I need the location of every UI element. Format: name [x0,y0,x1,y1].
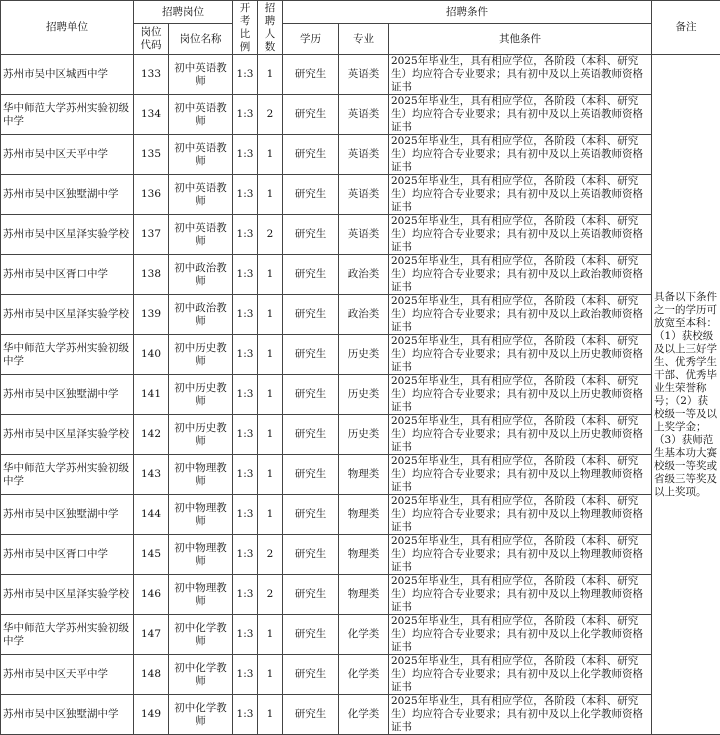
table-row [1,415,720,455]
row-position-name: 初中化学教师 [169,695,233,735]
row-ratio: 1:3 [233,495,258,535]
row-major: 政治类 [339,295,389,335]
row-ratio: 1:3 [233,95,258,135]
row-education: 研究生 [283,655,339,695]
note-cell: 具备以下条件之一的学历可放宽至本科：（1）获校级及以上三好学生、优秀学生干部、优秀毕业生荣誉称号；（2）获校级一等及以上奖学金；（3）获师范生基本功大赛校级一等奖或省级三等奖及以上奖项。 [652,55,720,735]
row-education: 研究生 [283,95,339,135]
row-ratio: 1:3 [233,575,258,615]
row-count: 1 [258,615,283,655]
row-major: 历史类 [339,375,389,415]
row-code: 148 [134,655,169,695]
row-position-name: 初中英语教师 [169,175,233,215]
row-education: 研究生 [283,495,339,535]
row-count: 1 [258,335,283,375]
table-row [1,695,720,735]
header-position: 招聘岗位 [134,1,233,24]
row-education: 研究生 [283,535,339,575]
row-position-name: 初中物理教师 [169,575,233,615]
row-education: 研究生 [283,415,339,455]
row-code: 144 [134,495,169,535]
row-major: 物理类 [339,455,389,495]
row-unit: 苏州市吴中区星泽实验学校 [1,575,134,615]
row-ratio: 1:3 [233,415,258,455]
row-position-name: 初中政治教师 [169,295,233,335]
table-row [1,615,720,655]
row-major: 英语类 [339,95,389,135]
row-other-conditions: 2025年毕业生，具有相应学位，各阶段（本科、研究生）均应符合专业要求；具有初中及以上化学教师资格证书 [389,695,652,735]
row-unit: 苏州市吴中区星泽实验学校 [1,215,134,255]
row-other-conditions: 2025年毕业生，具有相应学位，各阶段（本科、研究生）均应符合专业要求；具有初中及以上化学教师资格证书 [389,655,652,695]
row-other-conditions: 2025年毕业生，具有相应学位，各阶段（本科、研究生）均应符合专业要求；具有初中及以上历史教师资格证书 [389,335,652,375]
row-major: 政治类 [339,255,389,295]
row-ratio: 1:3 [233,615,258,655]
row-ratio: 1:3 [233,655,258,695]
table-row [1,55,720,95]
row-other-conditions: 2025年毕业生，具有相应学位，各阶段（本科、研究生）均应符合专业要求；具有初中及以上英语教师资格证书 [389,55,652,95]
row-code: 149 [134,695,169,735]
row-other-conditions: 2025年毕业生，具有相应学位，各阶段（本科、研究生）均应符合专业要求；具有初中及以上政治教师资格证书 [389,255,652,295]
row-unit: 苏州市吴中区独墅湖中学 [1,495,134,535]
row-education: 研究生 [283,455,339,495]
table-row [1,535,720,575]
row-code: 135 [134,135,169,175]
row-unit: 华中师范大学苏州实验初级中学 [1,335,134,375]
row-code: 143 [134,455,169,495]
row-major: 英语类 [339,55,389,95]
row-code: 138 [134,255,169,295]
row-education: 研究生 [283,295,339,335]
row-major: 物理类 [339,495,389,535]
row-major: 化学类 [339,655,389,695]
header-count: 招聘人数 [258,1,283,55]
row-major: 英语类 [339,135,389,175]
row-major: 化学类 [339,615,389,655]
header-education: 学历 [283,24,339,55]
row-count: 2 [258,215,283,255]
row-other-conditions: 2025年毕业生，具有相应学位，各阶段（本科、研究生）均应符合专业要求；具有初中及以上物理教师资格证书 [389,495,652,535]
row-count: 1 [258,55,283,95]
row-position-name: 初中化学教师 [169,615,233,655]
row-position-name: 初中英语教师 [169,55,233,95]
row-unit: 苏州市吴中区城西中学 [1,55,134,95]
row-ratio: 1:3 [233,375,258,415]
row-code: 146 [134,575,169,615]
row-position-name: 初中英语教师 [169,95,233,135]
row-unit: 苏州市吴中区独墅湖中学 [1,375,134,415]
row-other-conditions: 2025年毕业生，具有相应学位，各阶段（本科、研究生）均应符合专业要求；具有初中及以上物理教师资格证书 [389,455,652,495]
row-code: 141 [134,375,169,415]
header-note: 备注 [652,1,720,55]
row-count: 1 [258,495,283,535]
table-row [1,375,720,415]
row-other-conditions: 2025年毕业生，具有相应学位，各阶段（本科、研究生）均应符合专业要求；具有初中及以上历史教师资格证书 [389,375,652,415]
row-count: 2 [258,95,283,135]
row-major: 化学类 [339,695,389,735]
table-row [1,575,720,615]
row-position-name: 初中历史教师 [169,335,233,375]
row-major: 物理类 [339,575,389,615]
row-count: 1 [258,415,283,455]
row-position-name: 初中历史教师 [169,415,233,455]
row-education: 研究生 [283,175,339,215]
row-major: 历史类 [339,415,389,455]
row-position-name: 初中政治教师 [169,255,233,295]
row-count: 1 [258,655,283,695]
row-other-conditions: 2025年毕业生，具有相应学位，各阶段（本科、研究生）均应符合专业要求；具有初中及以上英语教师资格证书 [389,95,652,135]
row-unit: 苏州市吴中区星泽实验学校 [1,295,134,335]
row-ratio: 1:3 [233,135,258,175]
row-other-conditions: 2025年毕业生，具有相应学位，各阶段（本科、研究生）均应符合专业要求；具有初中及以上物理教师资格证书 [389,535,652,575]
row-count: 1 [258,135,283,175]
table-row [1,495,720,535]
row-major: 英语类 [339,175,389,215]
row-major: 英语类 [339,215,389,255]
row-code: 142 [134,415,169,455]
header-row-top [1,1,720,24]
row-ratio: 1:3 [233,295,258,335]
row-education: 研究生 [283,255,339,295]
table-body [1,55,720,735]
table-row [1,295,720,335]
row-position-name: 初中英语教师 [169,135,233,175]
row-ratio: 1:3 [233,55,258,95]
row-education: 研究生 [283,615,339,655]
row-education: 研究生 [283,135,339,175]
row-unit: 苏州市吴中区胥口中学 [1,535,134,575]
row-unit: 华中师范大学苏州实验初级中学 [1,455,134,495]
row-unit: 苏州市吴中区天平中学 [1,135,134,175]
table-row [1,135,720,175]
row-count: 1 [258,295,283,335]
header-unit: 招聘单位 [1,1,134,55]
header-ratio: 开考比例 [233,1,258,55]
row-ratio: 1:3 [233,335,258,375]
row-code: 140 [134,335,169,375]
row-count: 2 [258,535,283,575]
table-row [1,655,720,695]
row-position-name: 初中物理教师 [169,455,233,495]
row-ratio: 1:3 [233,455,258,495]
row-count: 1 [258,175,283,215]
row-education: 研究生 [283,695,339,735]
row-education: 研究生 [283,335,339,375]
row-other-conditions: 2025年毕业生，具有相应学位，各阶段（本科、研究生）均应符合专业要求；具有初中及以上英语教师资格证书 [389,215,652,255]
row-code: 137 [134,215,169,255]
row-code: 145 [134,535,169,575]
row-position-name: 初中物理教师 [169,535,233,575]
row-code: 136 [134,175,169,215]
header-code: 岗位代码 [134,24,169,55]
row-unit: 苏州市吴中区胥口中学 [1,255,134,295]
row-education: 研究生 [283,575,339,615]
row-other-conditions: 2025年毕业生，具有相应学位，各阶段（本科、研究生）均应符合专业要求；具有初中及以上历史教师资格证书 [389,415,652,455]
row-position-name: 初中化学教师 [169,655,233,695]
row-ratio: 1:3 [233,535,258,575]
header-conditions: 招聘条件 [283,1,652,24]
row-position-name: 初中历史教师 [169,375,233,415]
row-unit: 苏州市吴中区天平中学 [1,655,134,695]
row-other-conditions: 2025年毕业生，具有相应学位，各阶段（本科、研究生）均应符合专业要求；具有初中及以上政治教师资格证书 [389,295,652,335]
row-other-conditions: 2025年毕业生，具有相应学位，各阶段（本科、研究生）均应符合专业要求；具有初中及以上英语教师资格证书 [389,175,652,215]
row-ratio: 1:3 [233,175,258,215]
table-row [1,335,720,375]
row-other-conditions: 2025年毕业生，具有相应学位，各阶段（本科、研究生）均应符合专业要求；具有初中及以上物理教师资格证书 [389,575,652,615]
row-position-name: 初中物理教师 [169,495,233,535]
row-major: 历史类 [339,335,389,375]
row-count: 1 [258,375,283,415]
row-count: 1 [258,695,283,735]
row-ratio: 1:3 [233,215,258,255]
row-ratio: 1:3 [233,695,258,735]
row-unit: 华中师范大学苏州实验初级中学 [1,95,134,135]
row-unit: 华中师范大学苏州实验初级中学 [1,615,134,655]
row-unit: 苏州市吴中区独墅湖中学 [1,695,134,735]
header-major: 专业 [339,24,389,55]
row-education: 研究生 [283,375,339,415]
table-row [1,455,720,495]
row-education: 研究生 [283,55,339,95]
row-ratio: 1:3 [233,255,258,295]
row-unit: 苏州市吴中区独墅湖中学 [1,175,134,215]
row-code: 147 [134,615,169,655]
row-code: 133 [134,55,169,95]
table-row [1,215,720,255]
row-major: 物理类 [339,535,389,575]
row-other-conditions: 2025年毕业生，具有相应学位，各阶段（本科、研究生）均应符合专业要求；具有初中及以上英语教师资格证书 [389,135,652,175]
row-code: 139 [134,295,169,335]
row-code: 134 [134,95,169,135]
table-row [1,255,720,295]
header-other: 其他条件 [389,24,652,55]
row-position-name: 初中英语教师 [169,215,233,255]
table-row [1,175,720,215]
row-count: 2 [258,575,283,615]
row-other-conditions: 2025年毕业生，具有相应学位，各阶段（本科、研究生）均应符合专业要求；具有初中及以上化学教师资格证书 [389,615,652,655]
row-unit: 苏州市吴中区星泽实验学校 [1,415,134,455]
row-count: 1 [258,455,283,495]
table-row [1,95,720,135]
row-count: 1 [258,255,283,295]
header-name: 岗位名称 [169,24,233,55]
row-education: 研究生 [283,215,339,255]
